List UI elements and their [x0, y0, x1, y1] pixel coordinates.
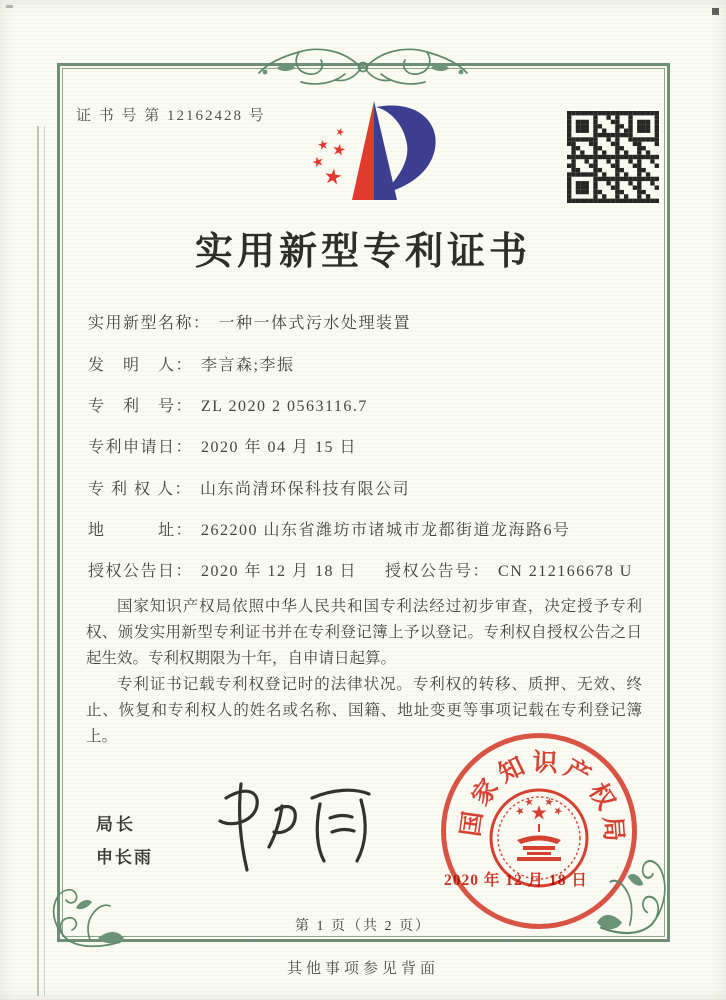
seal-char: 知: [494, 752, 529, 789]
back-side-note: 其他事项参见背面: [286, 961, 439, 977]
field-grant-number: [385, 558, 633, 581]
seal-char: 权: [583, 778, 620, 815]
field-inventors: [88, 352, 294, 374]
field-address: [88, 517, 571, 539]
seal-char: 家: [467, 774, 504, 811]
qr-code: [567, 111, 659, 203]
certificate-number: 证 书 号 第 12162428 号: [76, 108, 266, 124]
field-value: 山东尚清环保科技有限公司: [200, 481, 411, 498]
field-application-date: [88, 434, 357, 456]
field-value: 2020 年 12 月 18 日: [201, 563, 358, 580]
field-value: 2020 年 04 月 15 日: [201, 439, 358, 456]
seal-char: 识: [532, 749, 558, 778]
director-name: 申长雨: [96, 848, 153, 867]
director-signature: [196, 776, 391, 878]
body-paragraph: 国家知识产权局依照中华人民共和国专利法经过初步审查，决定授予专利权、颁发实用新型专利证书并在专利登记簿上予以登记。专利权自授权公告之日起生效。专利权期限为十年，自申请日起算。: [86, 598, 642, 667]
field-label: 专 利 权 人：: [88, 481, 193, 498]
scan-artifact: [712, 8, 719, 15]
field-value: 李言森;李振: [201, 357, 295, 374]
field-label: 专利申请日：: [88, 439, 194, 456]
page-number: 第 1 页（共 2 页）: [295, 919, 431, 934]
cnipa-patent-logo-icon: [290, 95, 445, 207]
field-label: 授权公告号：: [385, 563, 491, 580]
field-utility-model-name: [88, 310, 411, 332]
seal-date: 2020 年 12 月 18 日: [444, 872, 588, 889]
field-patentee: [88, 476, 410, 498]
qr-code-pattern: [567, 111, 659, 203]
field-value: 一种一体式污水处理装置: [218, 315, 412, 332]
field-grant-announcement: [88, 558, 633, 580]
director-title: 局长: [96, 815, 136, 834]
field-label: 发 明 人：: [88, 357, 194, 374]
field-patent-number: [88, 393, 368, 415]
body-paragraph: 专利证书记载专利权登记时的法律状况。专利权的转移、质押、无效、终止、恢复和专利权人的姓名或名称、国籍、地址变更等事项记载在专利登记簿上。: [86, 676, 642, 745]
field-label: 专 利 号：: [88, 398, 194, 415]
field-label: 授权公告日：: [88, 563, 194, 580]
seal-char: 局: [598, 815, 627, 843]
top-dragon-ornament: [253, 42, 473, 90]
field-value: CN 212166678 U: [498, 563, 633, 580]
seal-char: 产: [559, 754, 595, 791]
certificate-title: 实用新型专利证书: [194, 231, 531, 273]
scan-artifact: [6, 5, 13, 8]
seal-char: 国: [457, 809, 488, 839]
field-label: 实用新型名称：: [88, 315, 211, 332]
certificate-body: [86, 594, 642, 750]
field-value: ZL 2020 2 0563116.7: [201, 398, 368, 415]
field-value: 262200 山东省潍坊市诸城市龙都街道龙海路6号: [201, 522, 571, 539]
field-label: 地 址：: [88, 522, 194, 539]
